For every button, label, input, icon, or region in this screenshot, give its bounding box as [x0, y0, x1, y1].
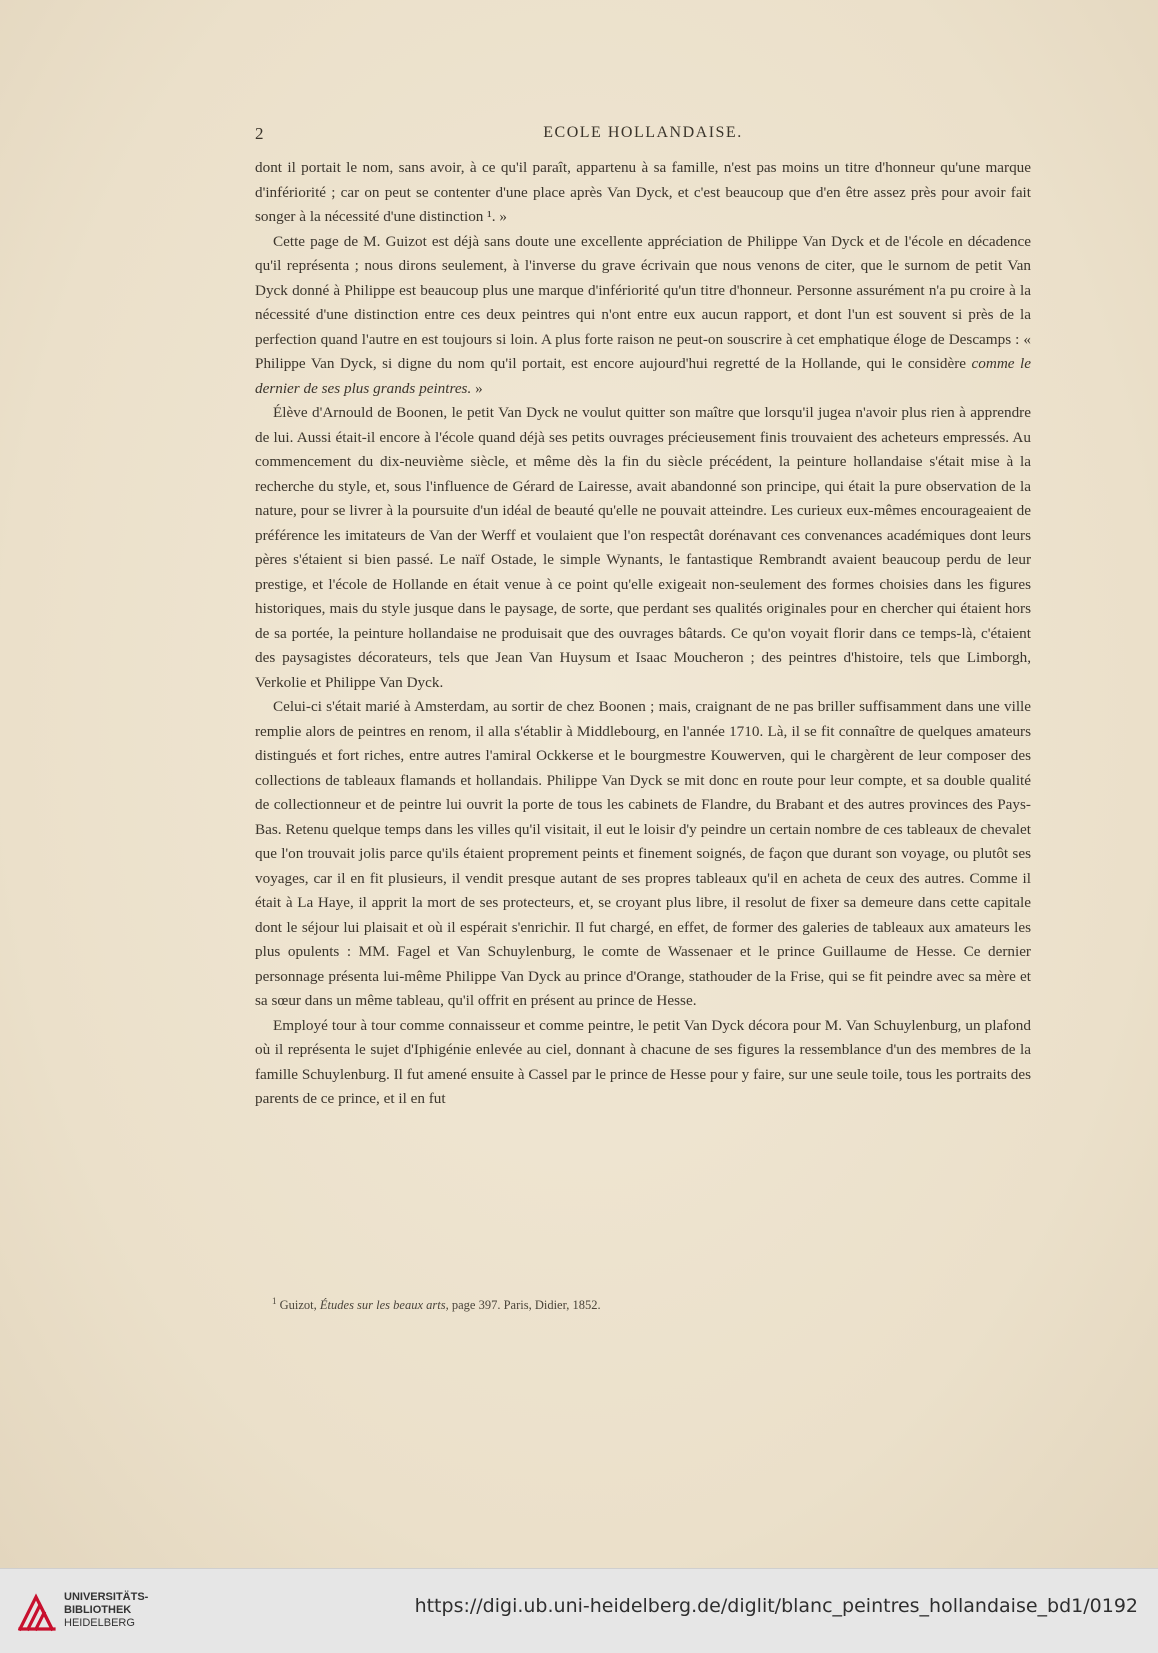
library-name — [64, 1591, 148, 1630]
footnote — [272, 1293, 1032, 1313]
paragraph: Employé tour à tour comme connaisseur et comme peintre, le petit Van Dyck décora pour M. Van Schuylenburg, un plafond où il représenta le sujet d'Iphigénie enlevée au ciel, donnant à chacune de ses figures la ressemblance d'un des membres de la famille Schuylenburg. Il fut amené ensuite à Cassel par le prince de Hesse pour y faire, sur une seule toile, tous les portraits des parents de ce prince, et il en fut — [255, 1016, 1031, 1107]
permalink-url[interactable]: https://digi.ub.uni-heidelberg.de/diglit/blanc_peintres_hollandaise_bd1/0192 — [414, 1595, 1138, 1617]
footnote-rest: page 397. Paris, Didier, 1852. — [451, 1298, 601, 1313]
library-name-line: HEIDELBERG — [64, 1617, 135, 1629]
library-name-line: UNIVERSITÄTS- — [64, 1591, 149, 1603]
footnote-mark: 1 — [272, 1296, 277, 1306]
footnote-title: Études sur les beaux arts, — [319, 1298, 449, 1313]
paragraph-text: Cette page de M. Guizot est déjà sans doute une excellente appréciation de Philippe Van Dyck et de l'école en décadence qu'il représenta ; nous dirons seulement, à l'inverse du grave écrivain que nous venons de citer, que le surnom de petit Van Dyck donné à Philippe est beaucoup plus une marque d'infériorité qu'un titre d'honneur. Personne assurément n'a pu croire à la nécessité d'une distinction entre ces deux peintres qui n'ont entre eux aucun rapport, et dont l'un est souvent si près de la perfection quand l'autre en est toujours si loin. A plus forte raison ne peut-on souscrire à cet emphatique éloge de Descamps : « Philippe Van Dyck, si digne du nom qu'il portait, est encore aujourd'hui regretté de la Hollande, qui le considère — [255, 232, 1031, 372]
paragraph — [255, 230, 1031, 402]
paragraph: Celui-ci s'était marié à Amsterdam, au sortir de chez Boonen ; mais, craignant de ne pas briller suffisamment dans une ville remplie alors de peintres en renom, il alla s'établir à Middlebourg, en l'année 1710. Là, il se fit connaître de quelques amateurs distingués et fort riches, entre autres l'amiral Ockkerse et le bourgmestre Kouwerven, qui le chargèrent de leur composer des collections de tableaux flamands et hollandais. Philippe Van Dyck se mit donc en route pour leur compte, et sa double qualité de collectionneur et de peintre lui ouvrit la porte de tous les cabinets de Flandre, du Brabant et des autres provinces des Pays-Bas. Retenu quelque temps dans les villes qu'il visitait, il eut le loisir d'y peindre un certain nombre de ces tableaux de chevalet que l'on trouvait jolis parce qu'ils étaient proprement peints et finement soignés, de façon que durant son voyage, ou plutôt ses voyages, car il en fit plusieurs, il vendit presque autant de ses propres tableaux qu'il en acheta de ceux des autres. Comme il était à La Haye, il apprit la mort de ses protecteurs, et, se croyant plus libre, il resolut de fixer sa demeure dans cette capitale dont le séjour lui plaisait et où il espérait s'enrichir. Il fut chargé, en effet, de former des galeries de tableaux aux amateurs les plus opulents : MM. Fagel et Van Schuylenburg, le comte de Wassenaer et le prince Guillaume de Hesse. Ce dernier personnage présenta lui-même Philippe Van Dyck au prince d'Orange, stathouder de la Frise, qui se fit peindre avec sa mère et sa sœur dans un même tableau, qu'il offrit en présent au prince de Hesse. — [255, 698, 1031, 1009]
paragraph: dont il portait le nom, sans avoir, à ce qu'il paraît, appartenu à sa famille, n'est pas moins un titre d'honneur qu'une marque d'infériorité ; car on peut se contenter d'une place après Van Dyck, et c'est beaucoup que d'en être assez près pour avoir fait songer à la nécessité d'une distinction ¹. » — [255, 159, 1031, 225]
page-number: 2 — [255, 124, 264, 143]
quote-close: » — [471, 379, 483, 397]
university-library-logo-icon — [14, 1589, 60, 1635]
library-name-line: BIBLIOTHEK — [64, 1604, 132, 1616]
running-head — [255, 124, 1031, 148]
paragraph: Élève d'Arnould de Boonen, le petit Van Dyck ne voulut quitter son maître que lorsqu'il jugea n'avoir plus rien à apprendre de lui. Aussi était-il encore à l'école quand déjà ses petits ouvrages précieusement finis trouvaient des acheteurs empressés. Au commencement du dix-neuvième siècle, et même dès la fin du siècle précédent, la peinture hollandaise s'était mise à la recherche du style, et, sous l'influence de Gérard de Lairesse, avait abandonné son principe, qui était la pure observation de la nature, pour se livrer à la poursuite d'un idéal de beauté qu'elle ne pouvait atteindre. Les curieux eux-mêmes encourageaient de préférence les imitateurs de Van der Werff et voulaient que l'on respectât dorénavant ces convenances académiques dont leurs pères s'étaient si bien passé. Le naïf Ostade, le simple Wynants, le fantastique Rembrandt avaient beaucoup perdu de leur prestige, et l'école de Hollande en était venue à ce point qu'elle exigeait non-seulement des formes choisies dans les figures historiques, mais du style jusque dans le paysage, de sorte, que perdant ses qualités originales pour en chercher qui étaient hors de sa portée, la peinture hollandaise ne produisait que des ouvrages bâtards. Ce qu'on voyait florir dans ce temps-là, c'étaient des paysagistes décorateurs, tels que Jean Van Huysum et Isaac Moucheron ; des peintres d'histoire, tels que Limborgh, Verkolie et Philippe Van Dyck. — [255, 404, 1031, 691]
footnote-author: Guizot, — [279, 1298, 317, 1313]
running-title: ECOLE HOLLANDAISE. — [543, 124, 743, 141]
italic-quote: comme le dernier de ses plus grands peintres. — [255, 355, 1031, 397]
viewer-footer — [0, 1568, 1158, 1653]
body-text — [255, 156, 1031, 1112]
